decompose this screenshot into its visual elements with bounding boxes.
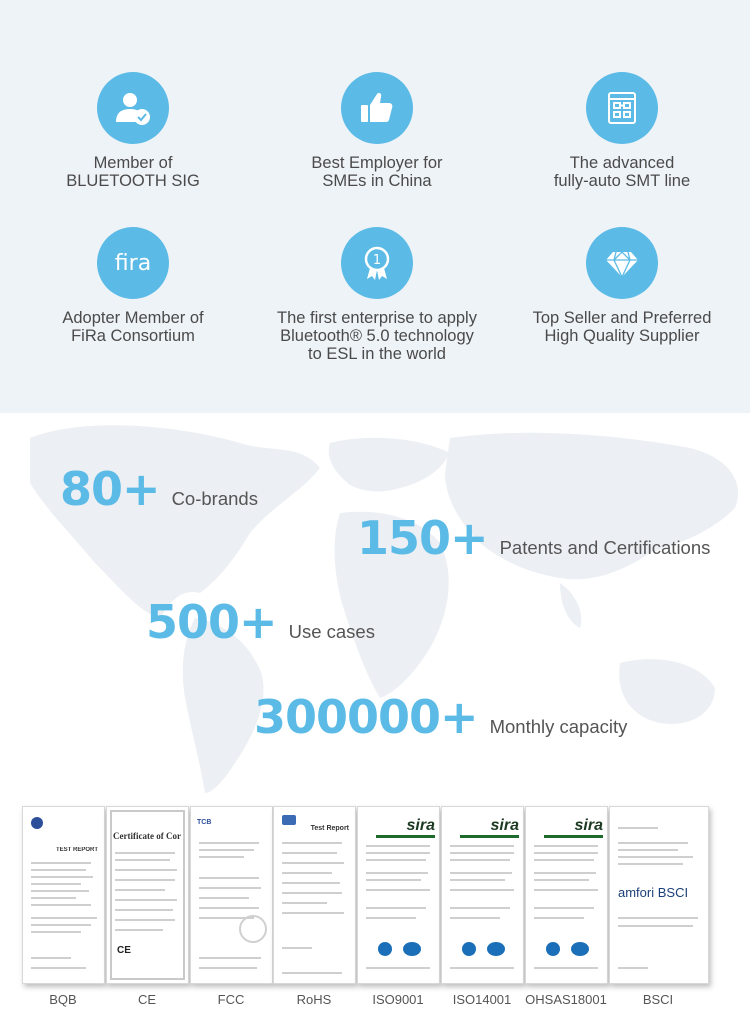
certificate-label-ohsas18001: OHSAS18001 [525,992,607,1007]
seal-icon [239,915,267,943]
medal-number: 1 [372,253,382,268]
stat-use-cases [146,595,375,649]
amfori-text: amfori [618,885,655,900]
certificate-bqb-image [22,806,105,984]
certificate-ce-image [106,806,189,984]
certificate-header: sira [574,817,603,834]
stat-monthly-capacity [254,690,627,744]
certificate-iso14001-image [441,806,524,984]
honor-label-line1: Member of [93,154,173,172]
certificate-bsci-image [609,806,709,984]
stat-label: Co-brands [171,488,258,509]
certificates-section [0,798,750,1036]
honors-section [0,0,750,413]
honor-label-line1: The advanced [569,154,675,172]
honor-label-line1: Top Seller and Preferred [532,309,712,327]
certificate-label-rohs: RoHS [296,992,332,1007]
thumbs-up-icon [341,72,413,144]
certificate-ohsas18001-image [525,806,608,984]
certificate-label-fcc: FCC [217,992,245,1007]
honor-label-line3: to ESL in the world [308,345,446,363]
honor-label-line1: Adopter Member of [62,309,204,327]
certificate-fcc-image [190,806,273,984]
honor-bluetooth-sig [13,72,253,190]
medal-icon [341,227,413,299]
stat-number: 500+ [146,595,277,649]
stat-label: Monthly capacity [489,716,628,737]
honor-top-seller [502,227,742,345]
bsci-text: BSCI [657,885,689,900]
certificate-header: TEST REPORT [55,847,98,853]
stat-label: Patents and Certifications [499,537,711,558]
honor-smt-line [502,72,742,190]
certificate-iso9001-image [357,806,440,984]
honor-best-employer [257,72,497,190]
stats-section [0,413,750,798]
certificate-header: TCB [197,819,212,826]
stat-number: 150+ [357,511,488,565]
certificate-label-bsci: BSCI [642,992,674,1007]
amfori-bsci-logo [618,885,688,900]
honor-label-line1: Best Employer for [311,154,443,172]
certificate-header: sira [490,817,519,834]
honor-label-line2: fully-auto SMT line [553,172,691,190]
honor-label-line2: High Quality Supplier [544,327,700,345]
member-user-icon [97,72,169,144]
honor-label-line2: BLUETOOTH SIG [66,172,200,190]
honor-label-line2: SMEs in China [322,172,432,190]
certificate-label-iso9001: ISO9001 [372,992,424,1007]
fira-logo-text: fira [114,250,152,276]
certificate-label-iso14001: ISO14001 [452,992,512,1007]
stat-number: 300000+ [254,690,478,744]
certificate-label-bqb: BQB [49,992,77,1007]
stat-label: Use cases [288,621,375,642]
certificate-header: sira [406,817,435,834]
certificate-header: Certificate of Cor [113,831,181,841]
smt-line-icon [586,72,658,144]
fira-logo-icon [97,227,169,299]
stat-number: 80+ [60,462,160,516]
honor-first-enterprise [257,227,497,363]
certificate-header: Test Report [310,825,349,832]
stat-patents [357,511,710,565]
certificate-rohs-image [273,806,356,984]
honor-label-line2: FiRa Consortium [71,327,195,345]
honor-label-line2: Bluetooth® 5.0 technology [280,327,474,345]
ce-mark-icon: CE [117,945,131,956]
honor-label-line1: The first enterprise to apply [277,309,477,327]
diamond-icon [586,227,658,299]
certificate-label-ce: CE [137,992,157,1007]
honor-fira [13,227,253,345]
stat-co-brands [60,462,258,516]
